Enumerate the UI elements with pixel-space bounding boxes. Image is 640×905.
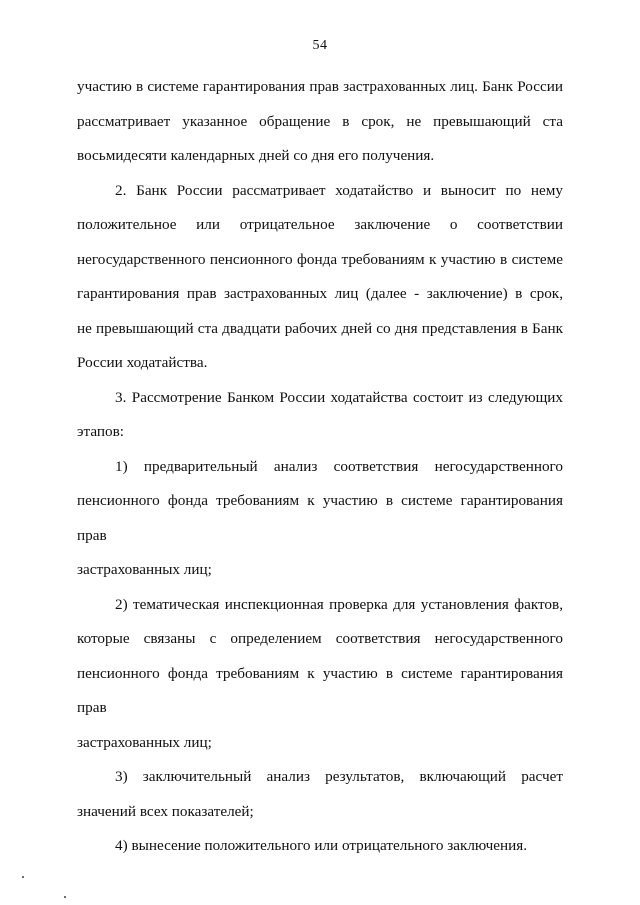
list-item-3 (77, 760, 563, 829)
text-line: которые связаны с определением соответствия негосударственного (77, 630, 563, 647)
text-line: рассматривает указанное обращение в срок, не превышающий ста (77, 112, 563, 130)
document-body (77, 70, 563, 864)
text-line: не превышающий ста двадцати рабочих дней со дня представления в Банк (77, 319, 563, 337)
text-line: восьмидесяти календарных дней со дня его получения. (77, 147, 435, 164)
scan-speck (64, 896, 66, 898)
text-line: застрахованных лиц; (77, 561, 212, 578)
text-line: застрахованных лиц; (77, 733, 212, 751)
paragraph-item-3 (77, 381, 563, 450)
text-line: положительное или отрицательное заключение о соответствии (77, 216, 563, 233)
text-line: России ходатайства. (77, 354, 208, 371)
scan-speck (22, 876, 24, 878)
text-line: негосударственного пенсионного фонда требованиям к участию в системе (77, 250, 563, 268)
text-line: пенсионного фонда требованиям к участию в системе гарантирования прав (77, 492, 563, 544)
text-line: 3. Рассмотрение Банком России ходатайства состоит из следующих (115, 388, 563, 406)
paragraph-continuation (77, 70, 563, 174)
list-item-4 (77, 829, 563, 864)
list-item-1 (77, 450, 563, 588)
text-line: участию в системе гарантирования прав застрахованных лиц. Банк России (77, 78, 563, 95)
text-line: значений всех показателей; (77, 802, 254, 820)
text-line: 2. Банк России рассматривает ходатайство и выносит по нему (115, 181, 563, 199)
text-line: 2) тематическая инспекционная проверка для установления фактов, (115, 595, 563, 613)
list-item-2 (77, 588, 563, 761)
text-line: 3) заключительный анализ результатов, включающий расчет (115, 768, 563, 785)
text-line: этапов: (77, 423, 124, 440)
text-line: 1) предварительный анализ соответствия негосударственного (115, 457, 563, 475)
text-line: гарантирования прав застрахованных лиц (далее - заключение) в срок, (77, 285, 563, 302)
text-line: 4) вынесение положительного или отрицательного заключения. (115, 837, 528, 854)
paragraph-item-2 (77, 174, 563, 381)
text-line: пенсионного фонда требованиям к участию в системе гарантирования прав (77, 664, 563, 716)
page-number: 54 (312, 38, 328, 53)
